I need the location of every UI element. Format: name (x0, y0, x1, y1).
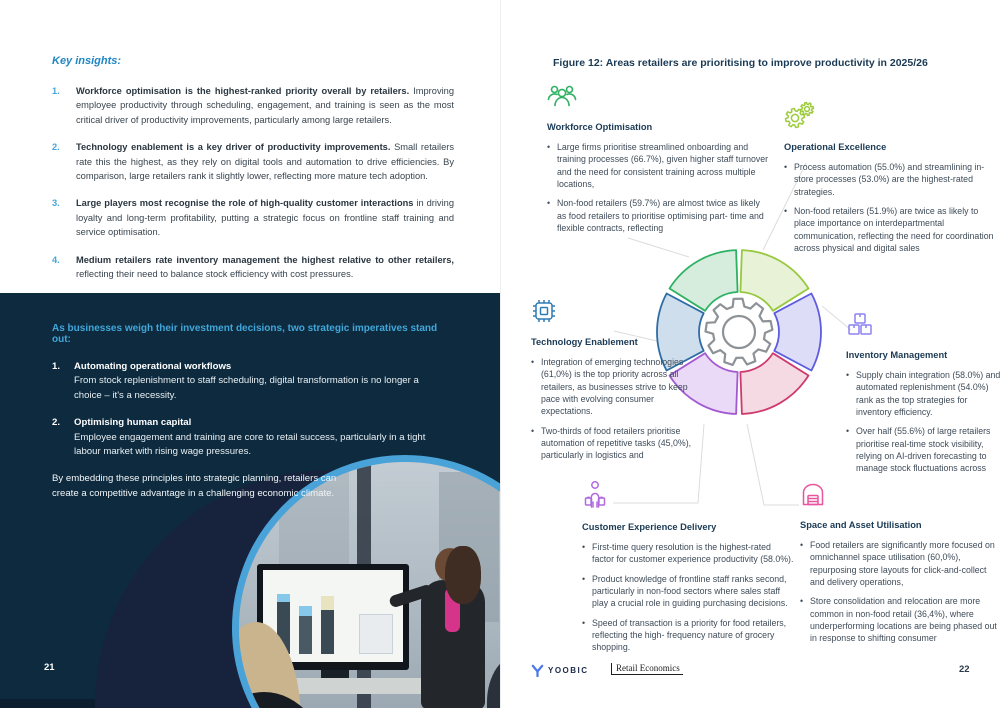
section-bullets (784, 161, 999, 254)
bullet: • Food retailers are significantly more focused on omnichannel space utilisation (60,0%), repurposing store layouts for click-and-collect and delivery operations, (800, 539, 1000, 588)
section-bullets (582, 541, 794, 654)
section-title: Space and Asset Utilisation (800, 520, 922, 530)
bullet: • Process automation (55.0%) and streamlining in-store processes (53.0%) are the highest-rated strategies. (784, 161, 999, 198)
insight-text: Workforce optimisation is the highest-ranked priority overall by retailers. Improving employee productivity through scheduling, engagement, and training is seen as the most critical driver of productivity improvements, particularly among large retailers. (76, 86, 455, 125)
people-icon (547, 84, 577, 109)
strategy-item (52, 416, 450, 459)
gear-icon (706, 299, 773, 365)
bullet: • Large firms prioritise streamlined onboarding and training processes (66.7%), given higher staff turnover and the need for consistent training across multiple locations, (547, 141, 769, 190)
strategy-item-title: Optimising human capital (74, 417, 192, 429)
bullet: • Non-food retailers (59.7%) are almost twice as likely as food retailers to prioritise optimising part- time and flexible contracts, reflecting (547, 197, 769, 234)
section-title: Customer Experience Delivery (582, 522, 717, 532)
strategy-intro: As businesses weigh their investment decisions, two strategic imperatives stand out: (52, 323, 438, 345)
section-bullets (531, 356, 703, 462)
photo-attendee (232, 692, 329, 708)
bullet: • Speed of transaction is a priority for food retailers, reflecting the high- frequency nature of grocery shopping. (582, 617, 794, 654)
section-inventory (846, 312, 1000, 482)
insight-text: Large players most recognise the role of high-quality customer interactions in driving loyalty and long-term profitability, putting a strategic focus on frontline staff training and service optimisation. (76, 198, 454, 238)
yoobic-y-icon (531, 664, 544, 677)
strategy-item-text: From stock replenishment to staff scheduling, digital transformation is no longer a choice – it's a necessity. (74, 375, 419, 401)
page-number: 21 (44, 662, 55, 673)
section-title: Inventory Management (846, 350, 948, 360)
store-icon (800, 483, 826, 507)
insight-number: 1. (52, 86, 60, 96)
section-title: Operational Excellence (784, 142, 887, 152)
insight-number: 4. (52, 254, 60, 265)
photo-attendee (487, 654, 500, 708)
bullet: • Over half (55.6%) of large retailers prioritise real-time stock visibility, relying on AI-driven forecasting to manage stock fluctuations across (846, 425, 1000, 474)
section-title: Technology Enablement (531, 337, 638, 347)
section-customer (582, 480, 794, 661)
chip-icon (531, 298, 557, 324)
retail-economics-logo: Retail Economics (611, 663, 683, 675)
section-bullets (846, 369, 1000, 475)
photo-tv-stand (321, 670, 349, 678)
strategy-item (52, 360, 450, 403)
section-bullets (800, 539, 1000, 645)
key-insights-heading: Key insights: (52, 55, 122, 67)
strategy-item-text: Employee engagement and training are core to retail success, particularly in a tight labour market with rising wage pressures. (74, 431, 426, 457)
insight-number: 2. (52, 142, 60, 153)
yoobic-wordmark: YOOBIC (548, 666, 589, 675)
bullet: • Integration of emerging technologies (61,0%) is the top priority across all retailers, as businesses strive to keep pace with evolving consumer expectations. (531, 356, 703, 418)
boxes-icon (846, 312, 874, 337)
gears-icon (784, 101, 815, 129)
insight-text: Medium retailers rate inventory management the highest relative to other retailers, reflecting their need to balance stock efficiency with cost pressures. (76, 254, 454, 280)
bullet: • Product knowledge of frontline staff ranks second, particularly in non-food sectors where sales staff play a crucial role in guiding purchasing decisions. (582, 573, 794, 610)
strategy-item-body (74, 360, 446, 403)
section-space (800, 483, 1000, 652)
strategy-item-body (74, 416, 446, 459)
section-operational (784, 101, 999, 261)
bullet: • Non-food retailers (51.9%) are twice as likely to place importance on interdepartmental communication, reflecting the need for coordination across physical and digital sales (784, 205, 999, 254)
insight-item (52, 253, 454, 282)
figure-title: Figure 12: Areas retailers are prioritising to improve productivity in 2025/26 (553, 57, 928, 69)
insight-text: Technology enablement is a key driver of productivity improvements. Small retailers rate this the highest, as they rely on digital tools and automation to drive efficiencies. By comparison, large retailers rank it slightly lower, reflecting more mature tech adoption. (76, 142, 454, 182)
bullet: • First-time query resolution is the highest-rated factor for customer experience productivity (58.0%). (582, 541, 794, 566)
strategy-content (52, 323, 450, 502)
insight-item (52, 84, 454, 127)
shopper-icon (582, 480, 608, 509)
strategy-closing: By embedding these principles into strategic planning, retailers can create a competitive advantage in a challenging economic climate. (52, 473, 337, 500)
bullet: • Supply chain integration (58.0%) and automated replenishment (54.0%) rank as the top strategies for inventory efficiency. (846, 369, 1000, 418)
section-workforce (547, 84, 769, 241)
section-bullets (547, 141, 769, 234)
insight-item (52, 140, 454, 183)
section-technology (531, 298, 703, 469)
strategy-panel (0, 293, 500, 708)
yoobic-logo (531, 664, 589, 677)
insight-number: 3. (52, 198, 60, 209)
insight-item (52, 196, 454, 239)
page-number: 22 (959, 664, 970, 675)
photo-presenter-hair (445, 546, 481, 604)
strategy-item-title: Automating operational workflows (74, 361, 232, 372)
page-right (500, 0, 1000, 708)
bullet: • Store consolidation and relocation are more common in non-food retail (36,4%), where underperforming locations are being phased out in response to shifting consumer (800, 595, 1000, 644)
strategy-number: 2. (52, 417, 61, 429)
strategy-number: 1. (52, 361, 61, 372)
page-footer (501, 660, 1000, 690)
section-title: Workforce Optimisation (547, 122, 653, 132)
bullet: • Two-thirds of food retailers prioritise automation of repetitive tasks (45,0%), particularly in logistics and (531, 425, 703, 462)
